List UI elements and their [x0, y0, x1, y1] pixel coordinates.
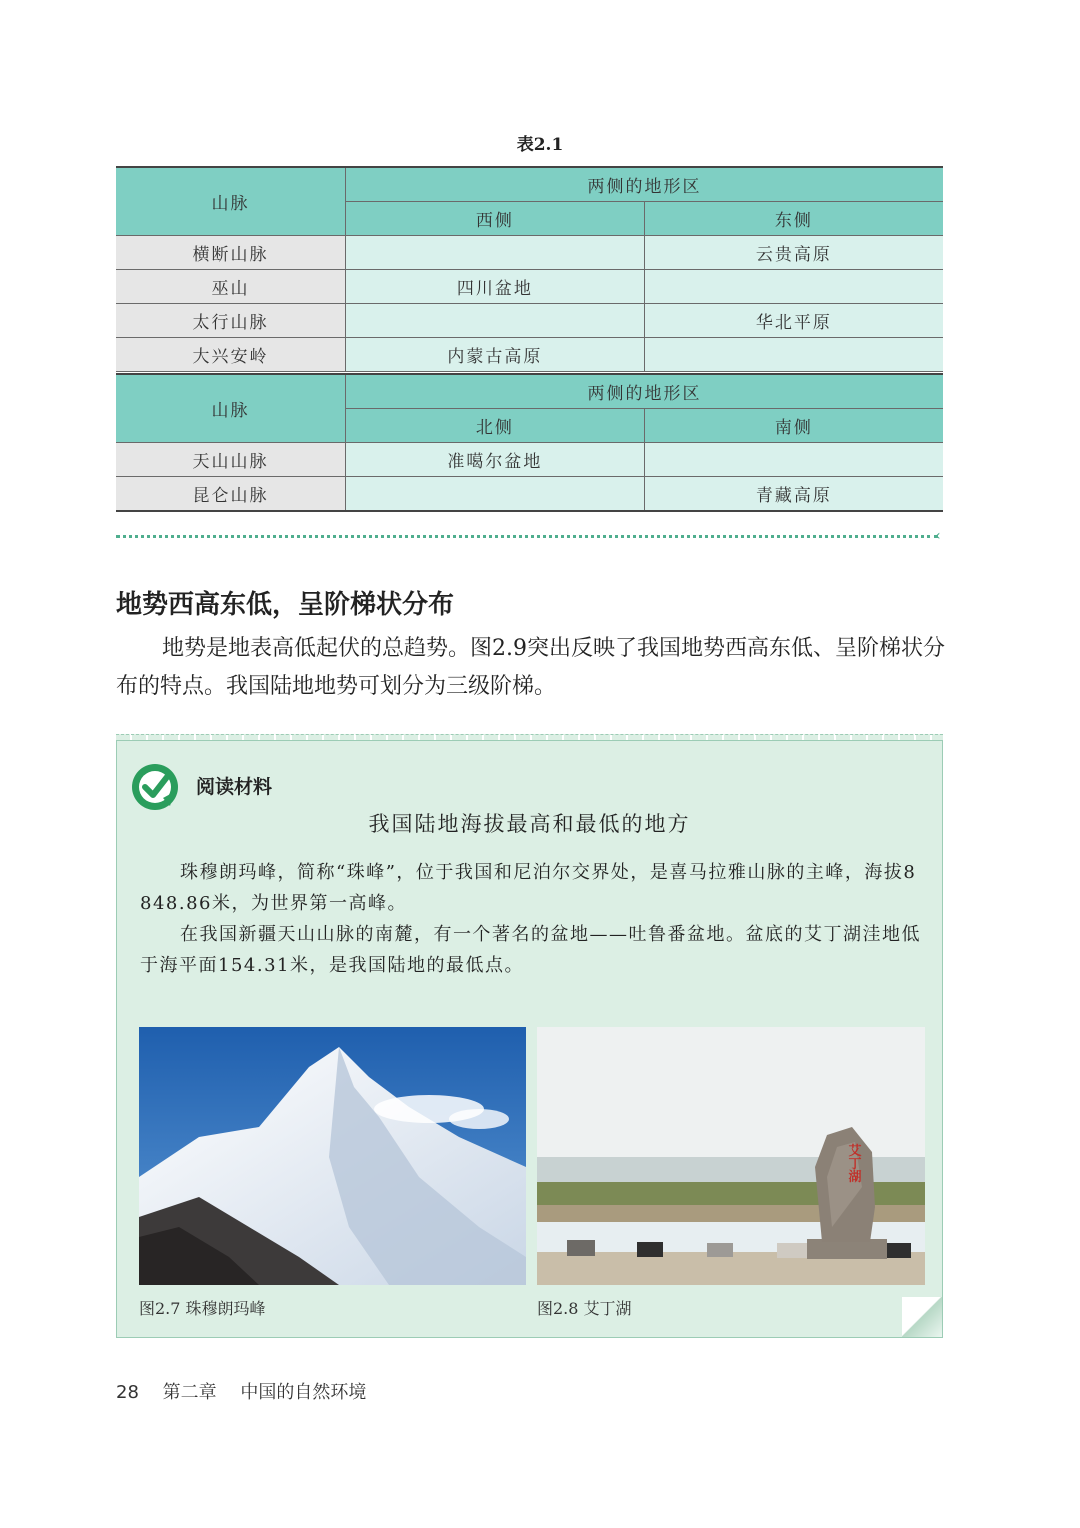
chapter-number: 第二章	[162, 1382, 217, 1403]
aiding-lake-photo	[537, 1027, 925, 1285]
reading-label: 阅读材料	[196, 776, 273, 798]
page-footer	[116, 1378, 366, 1404]
table-row	[116, 270, 943, 304]
header-south: 南侧	[644, 409, 943, 443]
north-cell	[346, 477, 645, 512]
dotted-divider	[116, 535, 938, 538]
south-cell	[644, 443, 943, 477]
east-cell	[644, 338, 943, 372]
mountain-name: 横断山脉	[116, 236, 346, 270]
header-west: 西侧	[346, 202, 645, 236]
east-cell: 云贵高原	[644, 236, 943, 270]
table-row	[116, 443, 943, 477]
header-east: 东侧	[644, 202, 943, 236]
chevron-left-icon: ‹	[935, 528, 941, 544]
reading-paragraph-1: 珠穆朗玛峰，简称“珠峰”，位于我国和尼泊尔交界处，是喜马拉雅山脉的主峰，海拔8 848.86米，为世界第一高峰。	[140, 862, 917, 914]
section-paragraph: 地势是地表高低起伏的总趋势。图2.9突出反映了我国地势西高东低、呈阶梯状分布的特点。我国陆地地势可划分为三级阶梯。	[116, 636, 945, 699]
stone-inscription: 艾丁湖	[845, 1143, 861, 1183]
mountain-name: 昆仑山脉	[116, 477, 346, 512]
table-caption: 表2.1	[516, 135, 564, 155]
header-terrain-group: 两侧的地形区	[346, 374, 944, 409]
west-cell: 内蒙古高原	[346, 338, 645, 372]
chapter-title: 中国的自然环境	[240, 1382, 367, 1403]
everest-photo	[139, 1027, 526, 1285]
mountain-name: 天山山脉	[116, 443, 346, 477]
west-cell	[346, 236, 645, 270]
table-row	[116, 477, 943, 512]
mountain-name: 大兴安岭	[116, 338, 346, 372]
east-cell: 华北平原	[644, 304, 943, 338]
north-cell: 准噶尔盆地	[346, 443, 645, 477]
table-row	[116, 338, 943, 372]
mountain-name: 太行山脉	[116, 304, 346, 338]
reading-paragraph-2: 在我国新疆天山山脉的南麓，有一个著名的盆地——吐鲁番盆地。盆底的艾丁湖洼地低于海平面154.31米，是我国陆地的最低点。	[140, 924, 921, 976]
page-number: 28	[116, 1382, 139, 1403]
figure-caption-everest: 图2.7 珠穆朗玛峰	[139, 1299, 266, 1318]
table-row	[116, 236, 943, 270]
terrain-table-part1	[116, 166, 943, 372]
reading-title: 我国陆地海拔最高和最低的地方	[368, 812, 691, 836]
header-mountain: 山脉	[116, 374, 346, 443]
west-cell	[346, 304, 645, 338]
header-mountain: 山脉	[116, 167, 346, 236]
figure-caption-aiding-lake: 图2.8 艾丁湖	[537, 1299, 632, 1318]
header-terrain-group: 两侧的地形区	[346, 167, 944, 202]
west-cell: 四川盆地	[346, 270, 645, 304]
header-north: 北侧	[346, 409, 645, 443]
south-cell: 青藏高原	[644, 477, 943, 512]
section-title: 地势西高东低，呈阶梯状分布	[116, 590, 455, 620]
reading-check-icon	[130, 762, 180, 812]
terrain-table-part2	[116, 373, 943, 512]
east-cell	[644, 270, 943, 304]
mountain-name: 巫山	[116, 270, 346, 304]
table-row	[116, 304, 943, 338]
page-curl-corner	[902, 1297, 942, 1337]
